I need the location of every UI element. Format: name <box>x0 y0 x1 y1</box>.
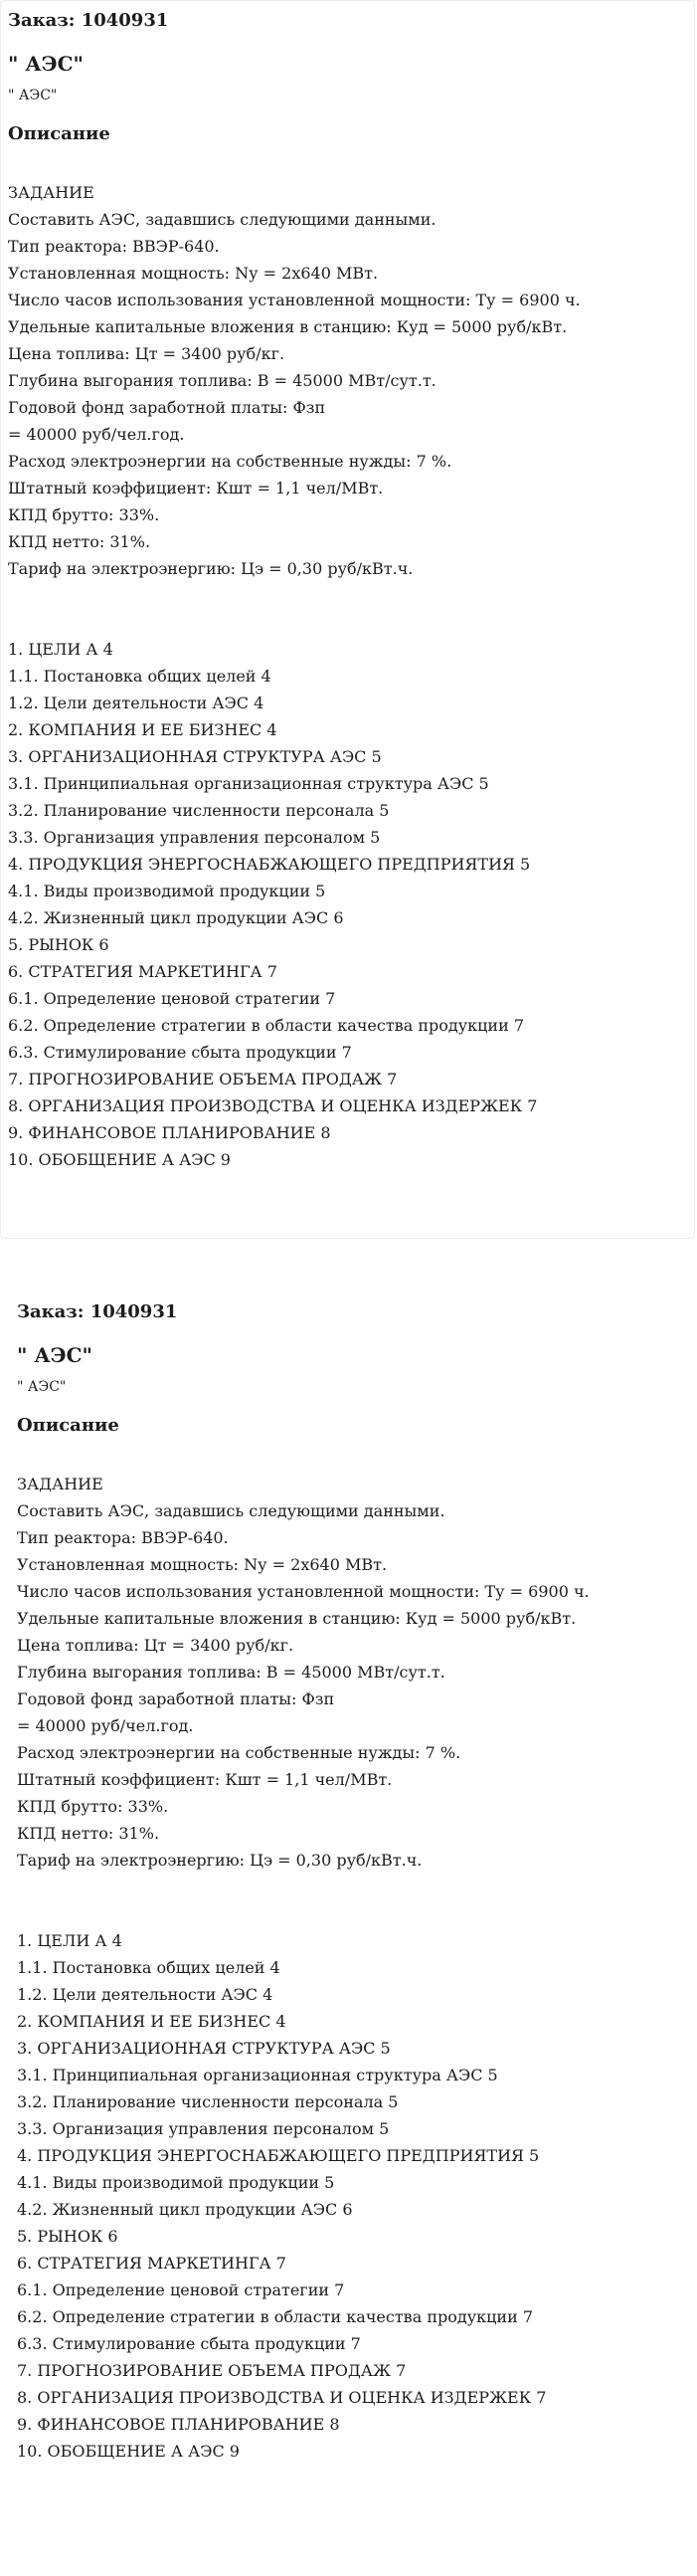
task-line: Расход электроэнергии на собственные нужды: 7 %. <box>8 452 452 471</box>
toc-item: 3. ОРГАНИЗАЦИОННАЯ СТРУКТУРА АЭС 5 <box>8 747 382 766</box>
order-subtitle: " АЭС" <box>17 1379 67 1395</box>
toc-item: 4.2. Жизненный цикл продукции АЭС 6 <box>17 2200 353 2219</box>
task-line: Штатный коэффициент: Кшт = 1,1 чел/МВт. <box>17 1770 393 1789</box>
task-line: Цена топлива: Цт = 3400 руб/кг. <box>17 1636 294 1655</box>
task-line: = 40000 руб/чел.год. <box>8 425 185 444</box>
toc-item: 10. ОБОБЩЕНИЕ А АЭС 9 <box>17 2442 240 2461</box>
toc-item: 6.1. Определение ценовой стратегии 7 <box>8 989 336 1008</box>
task-line: Тип реактора: ВВЭР-640. <box>8 237 220 256</box>
order-card <box>8 8 694 1173</box>
toc-item: 3.2. Планирование численности персонала 5 <box>17 2092 399 2111</box>
task-text <box>8 179 694 582</box>
task-line: = 40000 руб/чел.год. <box>17 1716 194 1735</box>
task-line: Годовой фонд заработной платы: Фзп <box>17 1689 335 1708</box>
toc-item: 4. ПРОДУКЦИЯ ЭНЕРГОСНАБЖАЮЩЕГО ПРЕДПРИЯТИЯ 5 <box>8 855 531 874</box>
task-line: Цена топлива: Цт = 3400 руб/кг. <box>8 344 285 363</box>
task-line: Глубина выгорания топлива: В = 45000 МВт/сут.т. <box>8 371 436 390</box>
toc-item: 10. ОБОБЩЕНИЕ А АЭС 9 <box>8 1150 231 1169</box>
table-of-contents <box>8 636 694 1173</box>
toc-item: 6.2. Определение стратегии в области качества продукции 7 <box>8 1016 524 1035</box>
description-heading: Описание <box>17 1415 119 1436</box>
toc-item: 4.1. Виды производимой продукции 5 <box>17 2173 335 2192</box>
toc-item: 3.3. Организация управления персоналом 5 <box>8 828 381 847</box>
task-line: Тип реактора: ВВЭР-640. <box>17 1528 229 1547</box>
task-line: КПД брутто: 33%. <box>17 1797 169 1816</box>
task-line: Расход электроэнергии на собственные нужды: 7 %. <box>17 1743 461 1762</box>
order-subtitle: " АЭС" <box>8 88 58 103</box>
toc-item: 4. ПРОДУКЦИЯ ЭНЕРГОСНАБЖАЮЩЕГО ПРЕДПРИЯТИЯ 5 <box>17 2146 540 2165</box>
task-line: КПД брутто: 33%. <box>8 505 160 524</box>
task-text <box>17 1471 697 1874</box>
toc-item: 9. ФИНАНСОВОЕ ПЛАНИРОВАНИЕ 8 <box>17 2415 340 2434</box>
task-line: КПД нетто: 31%. <box>8 532 151 551</box>
toc-item: 6.2. Определение стратегии в области качества продукции 7 <box>17 2307 533 2326</box>
toc-item: 1. ЦЕЛИ А 4 <box>17 1931 122 1950</box>
task-line: ЗАДАНИЕ <box>17 1475 103 1493</box>
order-title: " АЭС" <box>17 1343 92 1367</box>
toc-item: 6.3. Стимулирование сбыта продукции 7 <box>17 2334 361 2353</box>
toc-item: 5. РЫНОК 6 <box>17 2227 118 2246</box>
toc-item: 4.1. Виды производимой продукции 5 <box>8 882 326 900</box>
order-number: Заказ: 1040931 <box>17 1301 178 1322</box>
task-line: Число часов использования установленной мощности: Ту = 6900 ч. <box>17 1582 590 1601</box>
description-heading: Описание <box>8 123 110 144</box>
order-title: " АЭС" <box>8 52 84 76</box>
task-line: Число часов использования установленной мощности: Ту = 6900 ч. <box>8 291 581 309</box>
task-line: Установленная мощность: Nу = 2х640 МВт. <box>17 1555 388 1574</box>
toc-item: 8. ОРГАНИЗАЦИЯ ПРОИЗВОДСТВА И ОЦЕНКА ИЗДЕРЖЕК 7 <box>17 2388 547 2407</box>
toc-item: 1.2. Цели деятельности АЭС 4 <box>17 1985 273 2004</box>
task-line: Тариф на электроэнергию: Цэ = 0,30 руб/кВт.ч. <box>17 1851 423 1870</box>
task-line: КПД нетто: 31%. <box>17 1824 160 1843</box>
toc-item: 3.2. Планирование численности персонала 5 <box>8 801 390 820</box>
toc-item: 2. КОМПАНИЯ И ЕЕ БИЗНЕС 4 <box>17 2012 286 2031</box>
task-line: Тариф на электроэнергию: Цэ = 0,30 руб/кВт.ч. <box>8 559 414 578</box>
task-line: Годовой фонд заработной платы: Фзп <box>8 398 326 417</box>
task-line: Составить АЭС, задавшись следующими данными. <box>8 210 436 229</box>
toc-item: 1.2. Цели деятельности АЭС 4 <box>8 694 264 712</box>
toc-item: 2. КОМПАНИЯ И ЕЕ БИЗНЕС 4 <box>8 720 277 739</box>
toc-item: 3. ОРГАНИЗАЦИОННАЯ СТРУКТУРА АЭС 5 <box>17 2039 391 2058</box>
order-number: Заказ: 1040931 <box>8 10 169 31</box>
toc-item: 6.1. Определение ценовой стратегии 7 <box>17 2280 345 2299</box>
toc-item: 5. РЫНОК 6 <box>8 935 109 954</box>
toc-item: 6. СТРАТЕГИЯ МАРКЕТИНГА 7 <box>17 2254 286 2273</box>
task-line: Удельные капитальные вложения в станцию: Куд = 5000 руб/кВт. <box>8 317 568 336</box>
toc-item: 3.1. Принципиальная организационная структура АЭС 5 <box>17 2066 498 2084</box>
toc-item: 9. ФИНАНСОВОЕ ПЛАНИРОВАНИЕ 8 <box>8 1123 331 1142</box>
task-line: Штатный коэффициент: Кшт = 1,1 чел/МВт. <box>8 479 384 497</box>
task-line: Удельные капитальные вложения в станцию: Куд = 5000 руб/кВт. <box>17 1609 577 1628</box>
toc-item: 6. СТРАТЕГИЯ МАРКЕТИНГА 7 <box>8 962 277 981</box>
task-line: Установленная мощность: Nу = 2х640 МВт. <box>8 264 379 283</box>
toc-item: 3.3. Организация управления персоналом 5 <box>17 2119 390 2138</box>
toc-item: 1.1. Постановка общих целей 4 <box>8 667 271 686</box>
task-line: ЗАДАНИЕ <box>8 183 94 202</box>
table-of-contents <box>17 1927 697 2465</box>
toc-item: 8. ОРГАНИЗАЦИЯ ПРОИЗВОДСТВА И ОЦЕНКА ИЗДЕРЖЕК 7 <box>8 1096 538 1115</box>
toc-item: 4.2. Жизненный цикл продукции АЭС 6 <box>8 908 344 927</box>
task-line: Глубина выгорания топлива: В = 45000 МВт/сут.т. <box>17 1663 445 1682</box>
toc-item: 1.1. Постановка общих целей 4 <box>17 1958 280 1977</box>
toc-item: 6.3. Стимулирование сбыта продукции 7 <box>8 1043 352 1062</box>
toc-item: 7. ПРОГНОЗИРОВАНИЕ ОБЪЕМА ПРОДАЖ 7 <box>17 2361 407 2380</box>
toc-item: 7. ПРОГНОЗИРОВАНИЕ ОБЪЕМА ПРОДАЖ 7 <box>8 1070 398 1089</box>
task-line: Составить АЭС, задавшись следующими данными. <box>17 1501 445 1520</box>
toc-item: 3.1. Принципиальная организационная структура АЭС 5 <box>8 774 489 793</box>
toc-item: 1. ЦЕЛИ А 4 <box>8 640 113 659</box>
order-card <box>17 1299 697 2465</box>
